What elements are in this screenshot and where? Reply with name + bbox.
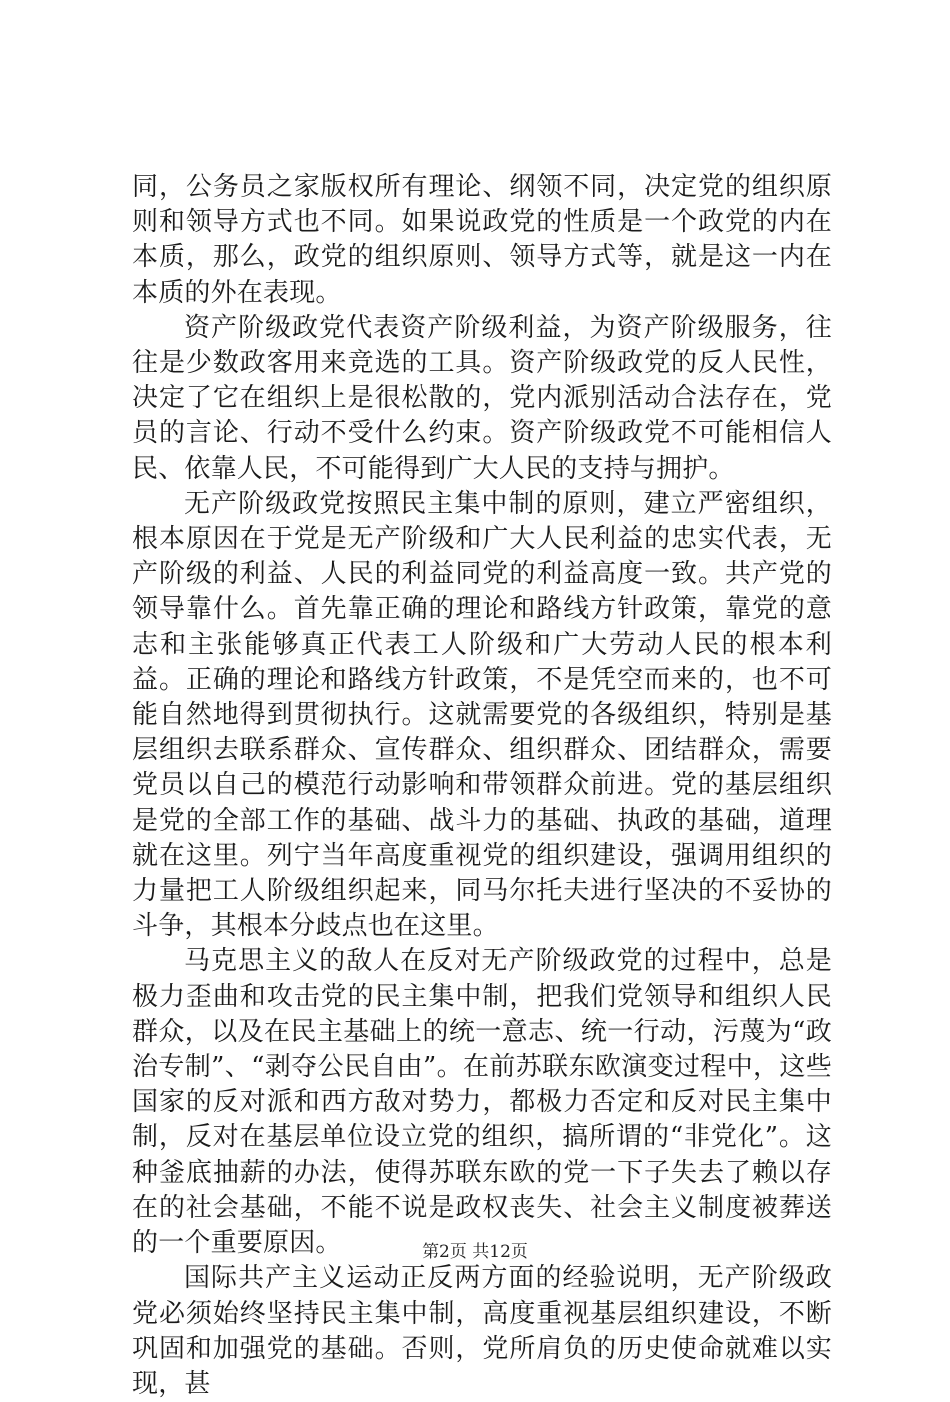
paragraph: 无产阶级政党按照民主集中制的原则，建立严密组织，根本原因在于党是无产阶级和广大人民利益的忠实代表，无产阶级的利益、人民的利益同党的利益高度一致。共产党的领导靠什么。首先靠正确的理论和路线方针政策，靠党的意志和主张能够真正代表工人阶级和广大劳动人民的根本利益。正确的理论和路线方针政策，不是凭空而来的，也不可能自然地得到贯彻执行。这就需要党的各级组织，特别是基层组织去联系群众、宣传群众、组织群众、团结群众，需要党员以自己的模范行动影响和带领群众前进。党的基层组织是党的全部工作的基础、战斗力的基础、执政的基础，道理就在这里。列宁当年高度重视党的组织建设，强调用组织的力量把工人阶级组织起来，同马尔托夫进行坚决的不妥协的斗争，其根本分歧点也在这里。 (132, 488, 832, 942)
paragraph: 马克思主义的敌人在反对无产阶级政党的过程中，总是极力歪曲和攻击党的民主集中制，把我们党领导和组织人民群众，以及在民主基础上的统一意志、统一行动，污蔑为“政治专制”、“剥夺公民自由”。在前苏联东欧演变过程中，这些国家的反对派和西方敌对势力，都极力否定和反对民主集中制，反对在基层单位设立党的组织，搞所谓的“非党化”。这种釜底抽薪的办法，使得苏联东欧的党一下子失去了赖以存在的社会基础，不能不说是政权丧失、社会主义制度被葬送的一个重要原因。 (132, 946, 832, 1259)
paragraph: 资产阶级政党代表资产阶级利益，为资产阶级服务，往往是少数政客用来竞选的工具。资产阶级政党的反人民性，决定了它在组织上是很松散的，党内派别活动合法存在，党员的言论、行动不受什么约束。资产阶级政党不可能相信人民、依靠人民，不可能得到广大人民的支持与拥护。 (132, 312, 832, 484)
paragraph: 国际共产主义运动正反两方面的经验说明，无产阶级政党必须始终坚持民主集中制，高度重视基层组织建设，不断巩固和加强党的基础。否则，党所肩负的历史使命就难以实现，甚 (132, 1263, 832, 1399)
document-body (132, 170, 832, 1402)
page-number-footer: 第2页 共12页 (422, 1242, 528, 1262)
paragraph: 同，公务员之家版权所有理论、纲领不同，决定党的组织原则和领导方式也不同。如果说政党的性质是一个政党的内在本质，那么，政党的组织原则、领导方式等，就是这一内在本质的外在表现。 (132, 172, 832, 308)
